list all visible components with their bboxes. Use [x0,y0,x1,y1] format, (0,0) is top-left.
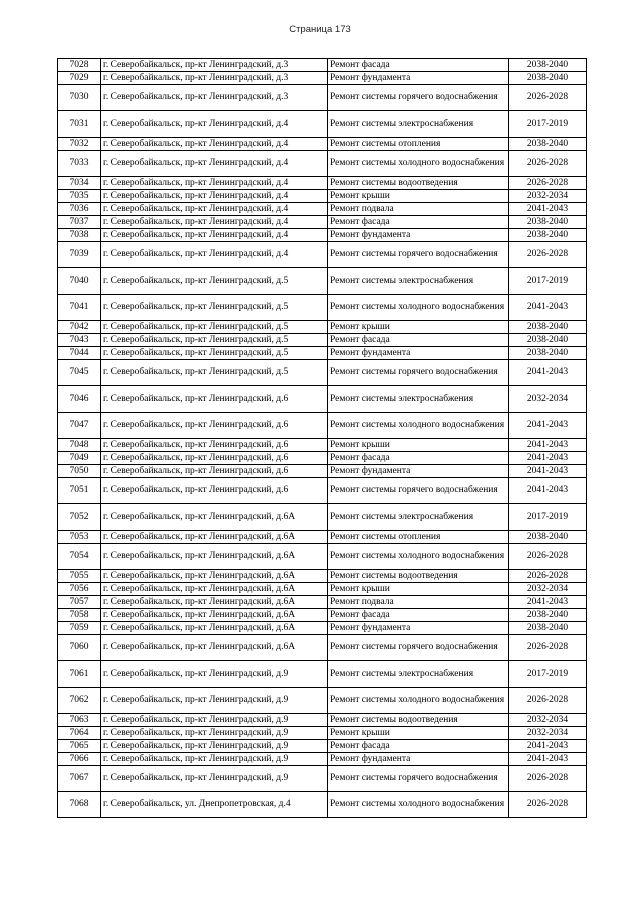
address-cell: г. Северобайкальск, пр-кт Ленинградский, д.6 [101,386,328,413]
period-cell: 2038-2040 [509,72,587,85]
table-row [58,596,587,609]
table-row [58,321,587,334]
work-type-cell: Ремонт системы отопления [328,531,509,544]
address-cell: г. Северобайкальск, пр-кт Ленинградский, д.6А [101,596,328,609]
work-type-cell: Ремонт системы водоотведения [328,570,509,583]
table-row [58,347,587,360]
period-cell: 2032-2034 [509,386,587,413]
address-cell: г. Северобайкальск, пр-кт Ленинградский, д.5 [101,334,328,347]
address-cell: г. Северобайкальск, пр-кт Ленинградский, д.6 [101,439,328,452]
address-cell: г. Северобайкальск, пр-кт Ленинградский, д.9 [101,661,328,688]
table-row [58,268,587,295]
row-number: 7058 [58,609,101,622]
address-cell: г. Северобайкальск, пр-кт Ленинградский, д.4 [101,216,328,229]
period-cell: 2041-2043 [509,465,587,478]
address-cell: г. Северобайкальск, пр-кт Ленинградский, д.3 [101,72,328,85]
work-type-cell: Ремонт системы горячего водоснабжения [328,85,509,111]
row-number: 7029 [58,72,101,85]
work-type-cell: Ремонт системы электроснабжения [328,268,509,295]
period-cell: 2017-2019 [509,268,587,295]
table-row [58,609,587,622]
work-type-cell: Ремонт фундамента [328,753,509,766]
table-row [58,439,587,452]
period-cell: 2026-2028 [509,85,587,111]
table-row [58,111,587,138]
address-cell: г. Северобайкальск, пр-кт Ленинградский, д.5 [101,360,328,386]
work-type-cell: Ремонт фасада [328,216,509,229]
address-cell: г. Северобайкальск, пр-кт Ленинградский, д.4 [101,177,328,190]
row-number: 7059 [58,622,101,635]
table-row [58,413,587,439]
page-number: Страница 173 [289,24,351,35]
period-cell: 2026-2028 [509,635,587,661]
work-type-cell: Ремонт системы отопления [328,138,509,151]
work-type-cell: Ремонт системы горячего водоснабжения [328,478,509,504]
row-number: 7061 [58,661,101,688]
row-number: 7034 [58,177,101,190]
address-cell: г. Северобайкальск, пр-кт Ленинградский, д.6А [101,531,328,544]
table-row [58,177,587,190]
row-number: 7043 [58,334,101,347]
table-row [58,478,587,504]
address-cell: г. Северобайкальск, пр-кт Ленинградский, д.5 [101,347,328,360]
work-type-cell: Ремонт системы горячего водоснабжения [328,360,509,386]
row-number: 7055 [58,570,101,583]
period-cell: 2038-2040 [509,321,587,334]
period-cell: 2017-2019 [509,111,587,138]
table-row [58,727,587,740]
table-row [58,570,587,583]
table-row [58,85,587,111]
table-row [58,334,587,347]
period-cell: 2041-2043 [509,753,587,766]
table-row [58,583,587,596]
work-type-cell: Ремонт фасада [328,609,509,622]
period-cell: 2041-2043 [509,360,587,386]
repair-schedule-table [57,58,587,818]
row-number: 7047 [58,413,101,439]
row-number: 7039 [58,242,101,268]
table-row [58,242,587,268]
work-type-cell: Ремонт системы холодного водоснабжения [328,295,509,321]
row-number: 7052 [58,504,101,531]
work-type-cell: Ремонт системы электроснабжения [328,504,509,531]
period-cell: 2032-2034 [509,583,587,596]
table-row [58,661,587,688]
period-cell: 2026-2028 [509,544,587,570]
address-cell: г. Северобайкальск, пр-кт Ленинградский, д.6 [101,452,328,465]
table-row [58,544,587,570]
address-cell: г. Северобайкальск, пр-кт Ленинградский, д.4 [101,229,328,242]
table-row [58,59,587,72]
work-type-cell: Ремонт крыши [328,583,509,596]
period-cell: 2038-2040 [509,229,587,242]
table-row [58,360,587,386]
row-number: 7056 [58,583,101,596]
work-type-cell: Ремонт фундамента [328,465,509,478]
row-number: 7030 [58,85,101,111]
work-type-cell: Ремонт подвала [328,596,509,609]
table-row [58,190,587,203]
address-cell: г. Северобайкальск, пр-кт Ленинградский, д.5 [101,321,328,334]
work-type-cell: Ремонт подвала [328,203,509,216]
period-cell: 2041-2043 [509,203,587,216]
row-number: 7050 [58,465,101,478]
period-cell: 2041-2043 [509,452,587,465]
row-number: 7040 [58,268,101,295]
table-row [58,216,587,229]
address-cell: г. Северобайкальск, пр-кт Ленинградский, д.4 [101,190,328,203]
work-type-cell: Ремонт системы холодного водоснабжения [328,544,509,570]
row-number: 7053 [58,531,101,544]
address-cell: г. Северобайкальск, пр-кт Ленинградский, д.9 [101,753,328,766]
row-number: 7067 [58,766,101,792]
address-cell: г. Северобайкальск, пр-кт Ленинградский, д.3 [101,59,328,72]
work-type-cell: Ремонт системы холодного водоснабжения [328,413,509,439]
work-type-cell: Ремонт системы электроснабжения [328,661,509,688]
row-number: 7031 [58,111,101,138]
work-type-cell: Ремонт системы водоотведения [328,714,509,727]
period-cell: 2032-2034 [509,727,587,740]
period-cell: 2038-2040 [509,609,587,622]
work-type-cell: Ремонт фасада [328,59,509,72]
period-cell: 2041-2043 [509,740,587,753]
work-type-cell: Ремонт системы горячего водоснабжения [328,766,509,792]
period-cell: 2038-2040 [509,334,587,347]
row-number: 7051 [58,478,101,504]
work-type-cell: Ремонт фундамента [328,229,509,242]
table-row [58,465,587,478]
address-cell: г. Северобайкальск, пр-кт Ленинградский, д.9 [101,766,328,792]
period-cell: 2017-2019 [509,504,587,531]
address-cell: г. Северобайкальск, пр-кт Ленинградский, д.5 [101,268,328,295]
row-number: 7048 [58,439,101,452]
period-cell: 2026-2028 [509,151,587,177]
address-cell: г. Северобайкальск, пр-кт Ленинградский, д.6А [101,609,328,622]
table-row [58,452,587,465]
address-cell: г. Северобайкальск, пр-кт Ленинградский, д.3 [101,85,328,111]
address-cell: г. Северобайкальск, пр-кт Ленинградский, д.9 [101,714,328,727]
work-type-cell: Ремонт крыши [328,321,509,334]
row-number: 7065 [58,740,101,753]
period-cell: 2038-2040 [509,531,587,544]
address-cell: г. Северобайкальск, пр-кт Ленинградский, д.4 [101,111,328,138]
table-row [58,295,587,321]
row-number: 7038 [58,229,101,242]
row-number: 7060 [58,635,101,661]
address-cell: г. Северобайкальск, пр-кт Ленинградский, д.4 [101,203,328,216]
table-row [58,740,587,753]
address-cell: г. Северобайкальск, пр-кт Ленинградский, д.4 [101,242,328,268]
address-cell: г. Северобайкальск, пр-кт Ленинградский, д.6А [101,544,328,570]
row-number: 7049 [58,452,101,465]
table-row [58,635,587,661]
table-row [58,504,587,531]
table-row [58,229,587,242]
work-type-cell: Ремонт системы холодного водоснабжения [328,792,509,818]
period-cell: 2041-2043 [509,439,587,452]
address-cell: г. Северобайкальск, пр-кт Ленинградский, д.6А [101,504,328,531]
row-number: 7063 [58,714,101,727]
work-type-cell: Ремонт фасада [328,334,509,347]
row-number: 7066 [58,753,101,766]
row-number: 7035 [58,190,101,203]
work-type-cell: Ремонт фундамента [328,622,509,635]
address-cell: г. Северобайкальск, пр-кт Ленинградский, д.9 [101,727,328,740]
row-number: 7044 [58,347,101,360]
work-type-cell: Ремонт системы электроснабжения [328,111,509,138]
row-number: 7028 [58,59,101,72]
row-number: 7033 [58,151,101,177]
address-cell: г. Северобайкальск, пр-кт Ленинградский, д.6А [101,583,328,596]
period-cell: 2038-2040 [509,216,587,229]
row-number: 7068 [58,792,101,818]
address-cell: г. Северобайкальск, пр-кт Ленинградский, д.4 [101,138,328,151]
period-cell: 2032-2034 [509,190,587,203]
period-cell: 2038-2040 [509,622,587,635]
work-type-cell: Ремонт крыши [328,190,509,203]
table-row [58,386,587,413]
address-cell: г. Северобайкальск, пр-кт Ленинградский, д.9 [101,688,328,714]
table-row [58,753,587,766]
period-cell: 2038-2040 [509,138,587,151]
row-number: 7037 [58,216,101,229]
period-cell: 2017-2019 [509,661,587,688]
table-row [58,72,587,85]
work-type-cell: Ремонт системы горячего водоснабжения [328,635,509,661]
work-type-cell: Ремонт системы электроснабжения [328,386,509,413]
period-cell: 2041-2043 [509,295,587,321]
work-type-cell: Ремонт системы холодного водоснабжения [328,151,509,177]
period-cell: 2026-2028 [509,570,587,583]
table-row [58,151,587,177]
work-type-cell: Ремонт фасада [328,740,509,753]
period-cell: 2041-2043 [509,596,587,609]
address-cell: г. Северобайкальск, пр-кт Ленинградский, д.4 [101,151,328,177]
address-cell: г. Северобайкальск, пр-кт Ленинградский, д.6А [101,570,328,583]
work-type-cell: Ремонт системы холодного водоснабжения [328,688,509,714]
work-type-cell: Ремонт крыши [328,727,509,740]
period-cell: 2026-2028 [509,688,587,714]
table-row [58,714,587,727]
address-cell: г. Северобайкальск, пр-кт Ленинградский, д.5 [101,295,328,321]
table-row [58,203,587,216]
row-number: 7041 [58,295,101,321]
period-cell: 2026-2028 [509,792,587,818]
work-type-cell: Ремонт крыши [328,439,509,452]
period-cell: 2026-2028 [509,177,587,190]
row-number: 7032 [58,138,101,151]
address-cell: г. Северобайкальск, пр-кт Ленинградский, д.9 [101,740,328,753]
address-cell: г. Северобайкальск, ул. Днепропетровская, д.4 [101,792,328,818]
period-cell: 2041-2043 [509,413,587,439]
table-body [58,59,587,818]
work-type-cell: Ремонт системы водоотведения [328,177,509,190]
period-cell: 2041-2043 [509,478,587,504]
address-cell: г. Северобайкальск, пр-кт Ленинградский, д.6А [101,635,328,661]
work-type-cell: Ремонт фундамента [328,347,509,360]
table-row [58,766,587,792]
period-cell: 2026-2028 [509,242,587,268]
work-type-cell: Ремонт фасада [328,452,509,465]
period-cell: 2026-2028 [509,766,587,792]
table-row [58,138,587,151]
period-cell: 2038-2040 [509,347,587,360]
table-row [58,792,587,818]
address-cell: г. Северобайкальск, пр-кт Ленинградский, д.6 [101,413,328,439]
row-number: 7057 [58,596,101,609]
address-cell: г. Северобайкальск, пр-кт Ленинградский, д.6 [101,465,328,478]
row-number: 7036 [58,203,101,216]
table-row [58,531,587,544]
work-type-cell: Ремонт фундамента [328,72,509,85]
row-number: 7046 [58,386,101,413]
table-row [58,622,587,635]
row-number: 7054 [58,544,101,570]
address-cell: г. Северобайкальск, пр-кт Ленинградский, д.6 [101,478,328,504]
period-cell: 2032-2034 [509,714,587,727]
table-row [58,688,587,714]
work-type-cell: Ремонт системы горячего водоснабжения [328,242,509,268]
address-cell: г. Северобайкальск, пр-кт Ленинградский, д.6А [101,622,328,635]
row-number: 7064 [58,727,101,740]
period-cell: 2038-2040 [509,59,587,72]
row-number: 7062 [58,688,101,714]
row-number: 7045 [58,360,101,386]
row-number: 7042 [58,321,101,334]
